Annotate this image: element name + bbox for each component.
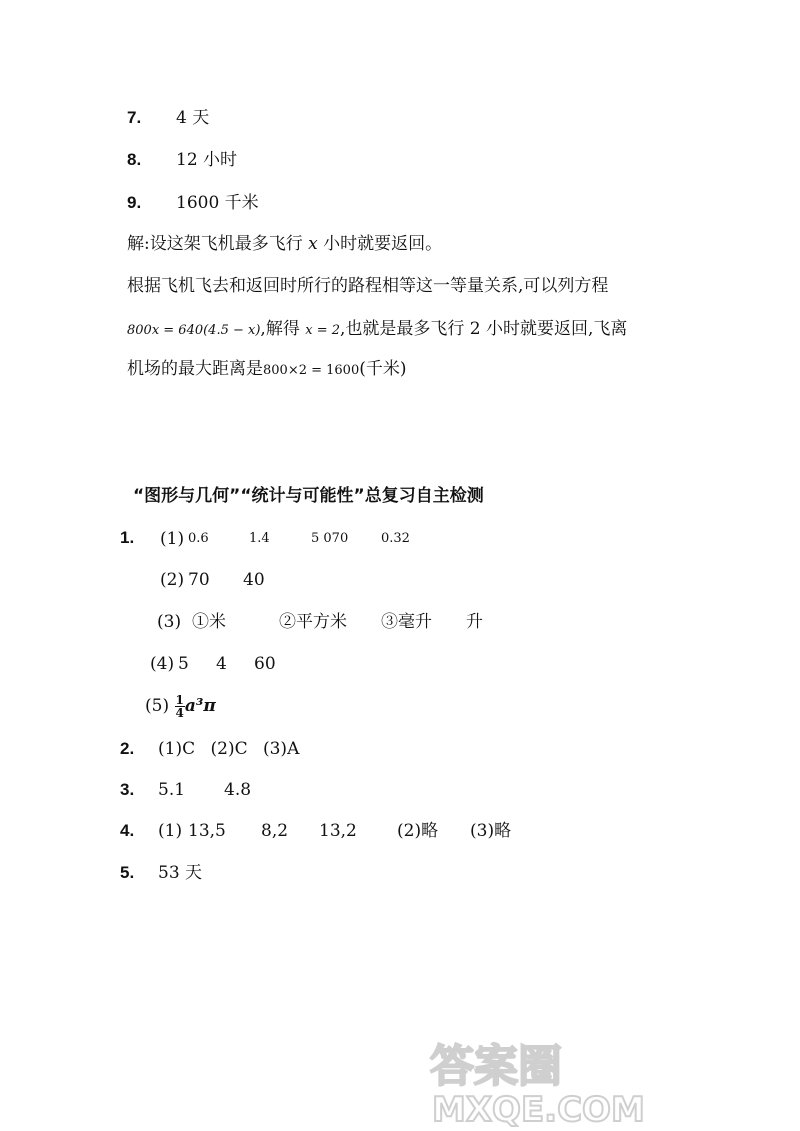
equation: 800x = 640(4.5 − x) xyxy=(127,323,261,338)
q1-part-3: (3) xyxy=(157,612,182,632)
section-title: “图形与几何”“统计与可能性”总复习自主检测 xyxy=(133,486,484,506)
q4-p1-value: 13,5 xyxy=(188,821,226,841)
q3-value: 4.8 xyxy=(224,780,252,800)
item-number-5: 5. xyxy=(120,863,135,882)
answer-7: 4 天 xyxy=(176,108,210,128)
distance-calculation: 800×2 = 1600 xyxy=(263,363,360,378)
watermark-title: 答案圈 xyxy=(430,1041,562,1092)
denominator: 4 xyxy=(175,706,184,720)
part-label: (5) xyxy=(145,696,170,716)
q1-p1-value: 0.6 xyxy=(188,531,209,546)
item-number-4: 4. xyxy=(120,821,135,840)
equation-result: x = 2 xyxy=(305,323,340,338)
q5-answer: 53 天 xyxy=(158,863,203,883)
q1-p2-value: 40 xyxy=(243,570,265,590)
q3-value: 5.1 xyxy=(158,780,186,800)
q1-p3-value: ③毫升 xyxy=(381,612,432,632)
watermark-url: MXQE.COM xyxy=(432,1090,645,1127)
answer-8: 12 小时 xyxy=(176,150,238,170)
q1-p3-value: ②平方米 xyxy=(279,612,347,632)
item-number-3: 3. xyxy=(120,780,135,799)
solution-text: ,也就是最多飞行 2 小时就要返回,飞离 xyxy=(340,319,628,339)
q1-part-5 xyxy=(145,694,216,719)
q1-p4-value: 5 xyxy=(178,654,189,674)
math-expression: a³π xyxy=(184,696,216,716)
solution-line-1 xyxy=(127,232,442,256)
q4-p1-value: 8,2 xyxy=(261,821,289,841)
q1-p3-value: ①米 xyxy=(192,612,226,632)
q1-p1-value: 5 070 xyxy=(311,531,349,546)
variable-x: x xyxy=(308,234,318,254)
solution-text: 小时就要返回。 xyxy=(323,234,443,254)
q1-p4-value: 4 xyxy=(216,654,227,674)
item-number-7: 7. xyxy=(127,108,142,127)
answer-9: 1600 千米 xyxy=(176,193,259,213)
item-number-2: 2. xyxy=(120,739,135,758)
solution-text: (千米) xyxy=(359,359,407,379)
item-number-9: 9. xyxy=(127,193,142,212)
q1-p1-value: 1.4 xyxy=(249,531,270,546)
part-label: (1) xyxy=(160,529,185,549)
q1-p2-value: 70 xyxy=(188,570,210,590)
solution-line-3 xyxy=(127,317,627,343)
item-number-1: 1. xyxy=(120,528,135,547)
q4-part-2: (2)略 xyxy=(397,821,439,841)
q1-part-1 xyxy=(160,527,184,551)
q2-answer: (1)C (2)C (3)A xyxy=(158,739,300,759)
q1-p3-value: 升 xyxy=(466,612,483,632)
fraction xyxy=(175,694,185,719)
q1-p4-value: 60 xyxy=(254,654,276,674)
q4-p1-value: 13,2 xyxy=(319,821,357,841)
solution-line-2: 根据飞机飞去和返回时所行的路程相等这一等量关系,可以列方程 xyxy=(127,276,609,296)
solution-text: 机场的最大距离是 xyxy=(127,359,263,379)
q1-p1-value: 0.32 xyxy=(381,531,410,546)
watermark-logo xyxy=(420,1035,790,1127)
q4-part-3: (3)略 xyxy=(470,821,512,841)
q1-part-2: (2) xyxy=(160,570,185,590)
solution-text: 解:设这架飞机最多飞行 xyxy=(127,234,303,254)
q1-part-4: (4) xyxy=(150,654,175,674)
item-number-8: 8. xyxy=(127,150,142,169)
solution-line-4 xyxy=(127,357,406,383)
numerator: 1 xyxy=(175,693,184,707)
q4-part-label: (1) xyxy=(158,821,183,841)
solution-text: ,解得 xyxy=(260,319,300,339)
